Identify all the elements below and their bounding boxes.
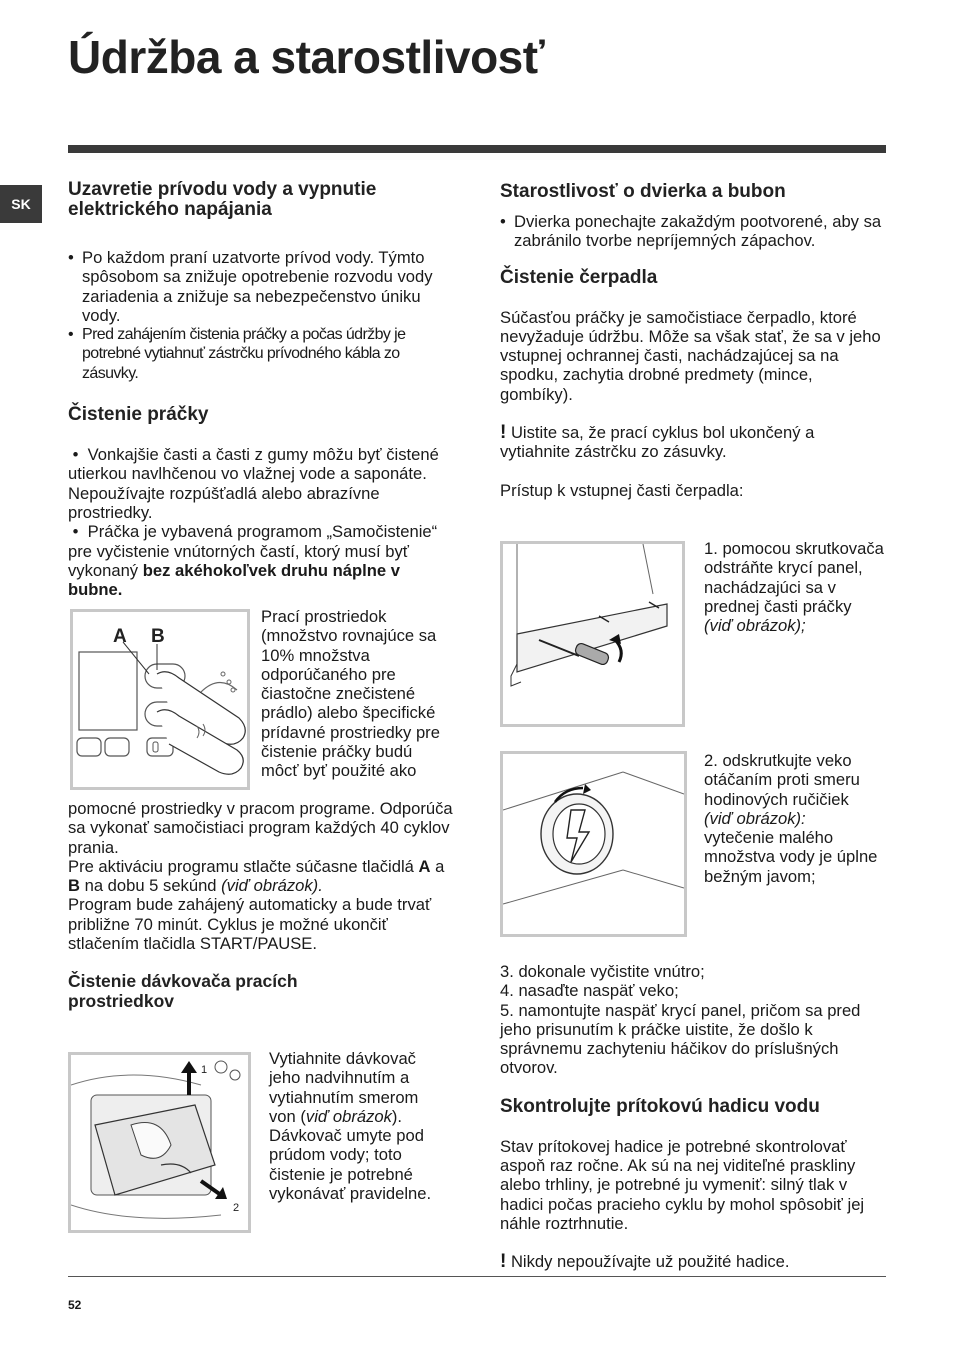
button-a-ref: A: [418, 856, 431, 876]
dispenser-text-a: Vytiahnite dávkovač jeho nadvihnutím a vytiahnutím smerom von (: [269, 1049, 419, 1126]
dispenser-text-b: ). Dávkovač umyte pod prúdom vody; toto čistenie je potrebné vykonávať pravidelne.: [269, 1106, 432, 1204]
self-clean-activate: [68, 857, 453, 896]
heading-dispenser: Čistenie dávkovača pracích prostriedkov: [68, 971, 298, 1012]
bullet-exterior-text: Vonkajšie časti a časti z gumy môžu byť čistené utierkou navlhčenou vo vlažnej vode a saponáte. Nepoužívajte rozpúšťadlá alebo abrazívne prostriedky.: [68, 445, 439, 522]
pump-step-1: [704, 539, 886, 635]
self-clean-continued: [68, 799, 453, 1011]
pump-step-1-text: 1. pomocou skrutkovača odstráňte krycí panel, nachádzajúci sa v prednej časti práčky: [704, 539, 884, 616]
activate-duration: na dobu 5 sekúnd: [79, 876, 222, 896]
hose-warning-mark: !: [500, 1251, 507, 1273]
page-number: 52: [68, 1298, 82, 1312]
pump-intro: Súčasťou práčky je samočistiace čerpadlo, ktoré nevyžaduje údržbu. Môže sa však stať, že sa v jeho vstupnej ochrannej časti, nachádzajúcej sa na spodku, zachytia drobné predmety (mince, gombíky).: [500, 307, 881, 404]
pump-warning: [500, 423, 888, 462]
warning-mark: !: [500, 422, 507, 444]
heading-water-power: Uzavretie prívodu vody a vypnutie elektrického napájania: [68, 179, 377, 220]
activate-see-fig: (viď obrázok).: [221, 876, 323, 896]
button-b-ref: B: [68, 876, 80, 896]
figure-unscrew-cover: [500, 751, 687, 937]
pump-step-1-see-fig: [704, 616, 886, 635]
pump-step-2-text: 2. odskrutkujte veko otáčaním proti smeru hodinových ručičiek: [704, 751, 860, 809]
figure-number-2: 2: [233, 1202, 240, 1214]
self-clean-side-text: Prací prostriedok (množstvo rovnajúce sa 10% množstva odporúčaného pre čiastočne znečistené prádlo) alebo špecifické prídavné prostriedky pre čistenie práčky budú môcť byť použité ako: [261, 607, 440, 781]
left-column: [68, 180, 453, 599]
pump-step-2-note: vytečenie malého množstva vody je úplne bežným javom;: [704, 828, 878, 886]
self-clean-text: Práčka je vybavená programom „Samočistenie“ pre vyčistenie vnútorných častí, ktorý musí byť vykonaný: [68, 522, 438, 580]
dispenser-text: [269, 1049, 449, 1203]
title-divider: [68, 145, 886, 153]
footer-divider: [68, 1276, 886, 1277]
dispenser-see-fig: viď obrázok: [305, 1106, 392, 1126]
pump-access: Prístup k vstupnej časti čerpadla:: [500, 480, 744, 500]
activate-and: a: [430, 856, 445, 876]
self-clean-cont1: pomocné prostriedky v pracom programe. Odporúča sa vykonať samočistiaci program každých 40 cyklov prania.: [68, 799, 453, 857]
activate-text: Pre aktiváciu programu stlačte súčasne tlačidlá: [68, 856, 419, 876]
bullet-exterior: • Vonkajšie časti a časti z gumy môžu byť čistené utierkou navlhčenou vo vlažnej vode a saponáte. Nepoužívajte rozpúšťadlá alebo abrazívne prostriedky.: [68, 445, 439, 522]
heading-cleaning-washer: Čistenie práčky: [68, 404, 209, 426]
pump-step-1-italic: (viď obrázok);: [704, 616, 806, 636]
page-title: Údržba a starostlivosť: [68, 31, 545, 83]
hose-check-text: Stav prítokovej hadice je potrebné skontrolovať aspoň raz ročne. Ak sú na nej viditeľné praskliny alebo trhliny, je potrebné ju vymeniť: silný tlak v hadici počas pracieho cyklu by mohol spôsobiť jej náhle roztrhnutie.: [500, 1136, 865, 1233]
right-column: [500, 180, 888, 500]
pump-step-5: 5. namontujte naspäť krycí panel, pričom sa pred jeho prisunutím k práčke uistite, že došlo k správnemu zachyteniu háčikov do príslušných otvorov.: [500, 1000, 861, 1078]
self-clean-bold: bez akéhokoľvek druhu náplne v bubne.: [68, 560, 400, 600]
pump-step-4: 4. nasaďte naspäť veko;: [500, 981, 679, 1001]
bullet-unplug: • Pred zahájením čistenia práčky a počas údržby je potrebné vytiahnuť zástrčku prívodného kábla zo zásuvky.: [68, 325, 453, 383]
bullet-close-water: • Po každom praní uzatvorte prívod vody. Týmto spôsobom sa znižuje opotrebenie rozvodu vody zariadenia a znižuje sa nebezpečenstvo úniku vody.: [68, 248, 453, 325]
pump-step-3: 3. dokonale vyčistite vnútro;: [500, 962, 705, 981]
figure-remove-panel: [500, 541, 685, 727]
pump-warning-text: Uistite sa, že prací cyklus bol ukončený a vytiahnite zástrčku zo zásuvky.: [500, 423, 815, 462]
heading-inlet-hose: Skontrolujte prítokovú hadicu vodu: [500, 1095, 820, 1117]
hose-warning: [500, 1252, 888, 1271]
language-tab: SK: [0, 185, 42, 223]
figure-buttons-ab: [70, 609, 250, 790]
hose-warning-text: Nikdy nepoužívajte už použité hadice.: [506, 1252, 790, 1272]
figure-number-1: 1: [201, 1064, 208, 1076]
bullet-self-clean: • Práčka je vybavená programom „Samočistenie“ pre vyčistenie vnútorných častí, ktorý musí byť vykonaný bez akéhokoľvek druhu náplne v bubne.: [68, 522, 438, 600]
pump-step-2-italic: (viď obrázok):: [704, 808, 806, 828]
self-clean-cont3: Program bude zahájený automaticky a bude trvať približne 70 minút. Cyklus je možné ukončiť stlačením tlačidla START/PAUSE.: [68, 895, 432, 954]
pump-step-2-see-fig: [704, 809, 890, 828]
figure-dispenser: [68, 1052, 251, 1233]
figure-label-a: A: [113, 626, 127, 647]
pump-step-2: [704, 751, 890, 886]
bullet-door-ajar: • Dvierka ponechajte zakaždým pootvorené, aby sa zabránilo tvorbe nepríjemných zápachov.: [500, 212, 888, 251]
heading-door-drum: Starostlivosť o dvierka a bubon: [500, 181, 786, 202]
heading-pump: Čistenie čerpadla: [500, 266, 658, 288]
pump-steps-rest: [500, 962, 888, 1272]
figure-label-b: B: [151, 626, 165, 647]
